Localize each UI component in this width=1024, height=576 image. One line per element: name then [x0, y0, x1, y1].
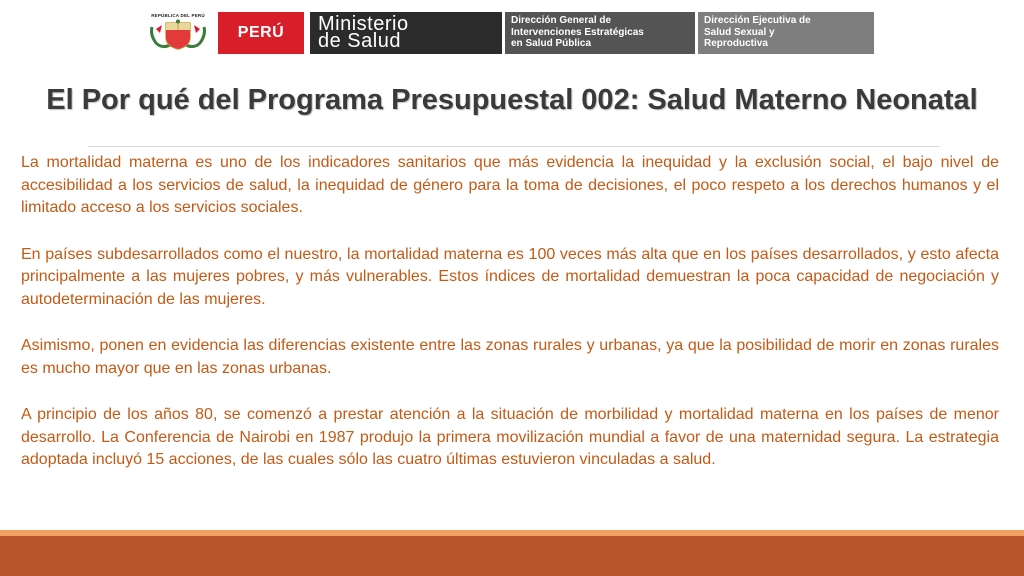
coat-of-arms-icon: [148, 19, 208, 51]
header-logo-bar: [140, 12, 874, 54]
direction-general-line-1: Dirección General de: [511, 15, 612, 26]
slide-content: [21, 152, 999, 496]
ministry-line-2: de Salud: [318, 30, 401, 52]
coat-of-arms: [140, 12, 216, 54]
shield-caption: REPÚBLICA DEL PERÚ: [151, 13, 205, 18]
ministry-logo: [310, 12, 502, 54]
title-divider: [88, 146, 940, 147]
direction-general-box: [505, 12, 695, 54]
paragraph-2: En países subdesarrollados como el nuestro, la mortalidad materna es 100 veces más alta que en los países desarrollados, y esto afecta principalmente a las mujeres pobres, y más vulnerables. Estos índices de mortalidad demuestran la poca capacidad de negociación y autodeterminación de las mujeres.: [21, 245, 999, 308]
direction-executive-box: [698, 12, 874, 54]
direction-general-line-3: en Salud Pública: [511, 38, 592, 49]
direction-executive-line-1: Dirección Ejecutiva de: [704, 15, 811, 26]
paragraph-3: Asimismo, ponen en evidencia las diferencias existente entre las zonas rurales y urbanas, ya que la posibilidad de morir en zonas rurales es mucho mayor que en las zonas urbanas.: [21, 337, 999, 377]
footer-bar: [0, 536, 1024, 576]
direction-executive-line-3: Reproductiva: [704, 38, 768, 49]
ministry-line-1: Ministerio: [318, 13, 409, 35]
slide-title: El Por qué del Programa Presupuestal 002: Salud Materno Neonatal: [46, 84, 978, 116]
direction-general-line-2: Intervenciones Estratégicas: [511, 26, 644, 38]
paragraph-1: La mortalidad materna es uno de los indicadores sanitarios que más evidencia la inequidad y la exclusión social, el bajo nivel de accesibilidad a los servicios de salud, la inequidad de género para la toma de decisiones, el poco respeto a los derechos humanos y el limitado acceso a los servicios sociales.: [21, 154, 999, 216]
peru-label: PERÚ: [218, 12, 304, 54]
paragraph-4: A principio de los años 80, se comenzó a prestar atención a la situación de morbilidad y mortalidad materna en los países de menor desarrollo. La Conferencia de Nairobi en 1987 produjo la primera movilización mundial a favor de una maternidad segura. La estrategia adoptada incluyó 15 acciones, de las cuales sólo las cuatro últimas estuvieron vinculadas a salud.: [21, 406, 999, 468]
direction-executive-line-2: Salud Sexual y: [704, 26, 775, 38]
